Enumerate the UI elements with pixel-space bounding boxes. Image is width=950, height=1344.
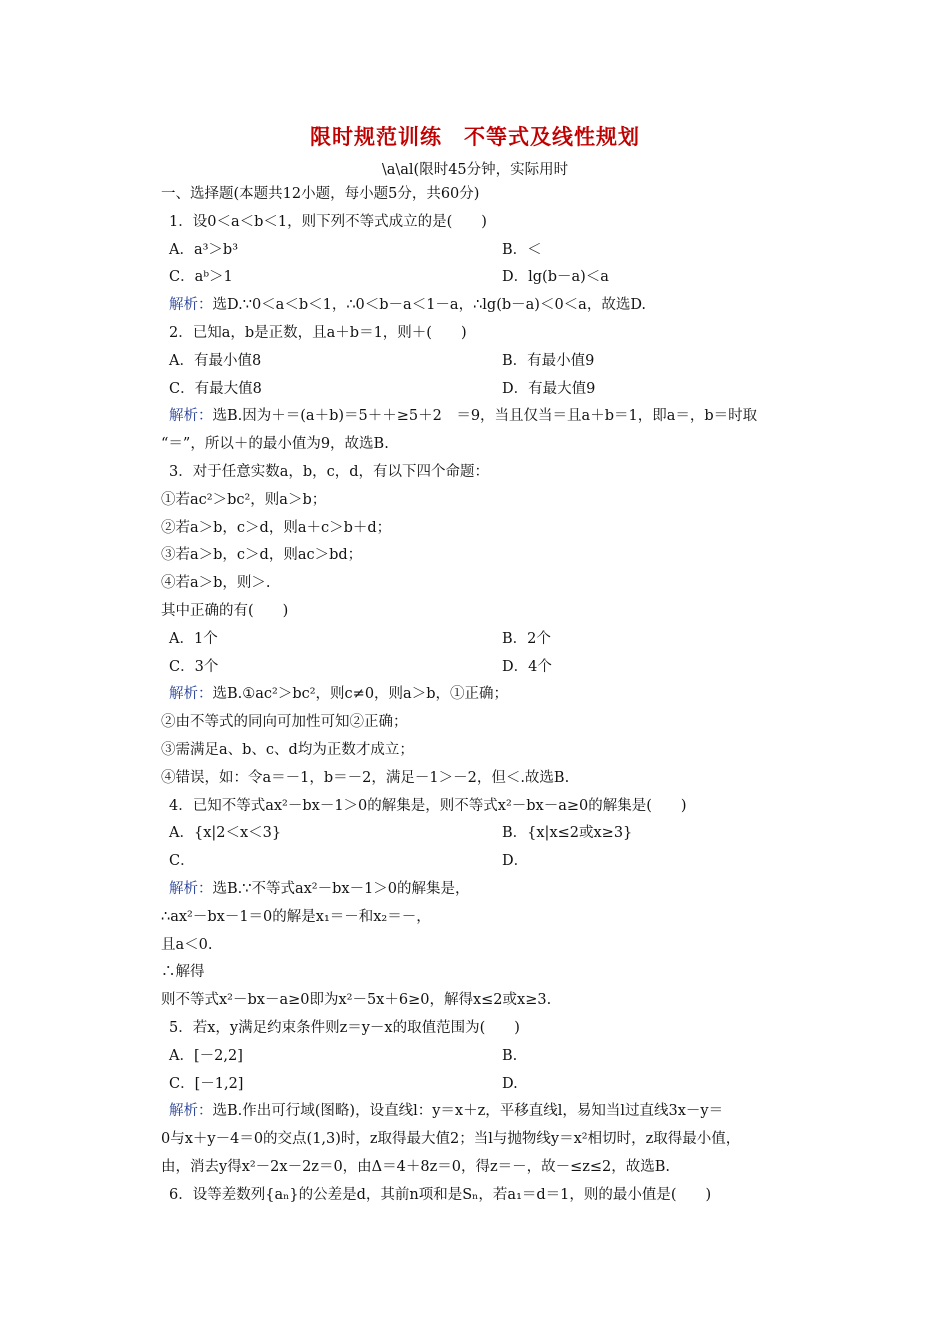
q6-stem: 6．设等差数列{aₙ}的公差是d，其前n项和是Sₙ，若a₁＝d＝1，则的最小值是( ) (169, 1186, 712, 1203)
q2-option-a: A．有最小值8 (169, 352, 262, 369)
q2-option-c: C．有最大值8 (169, 380, 262, 397)
q5-solution-text-3: 由，消去y得x²－2x－2z＝0，由Δ＝4＋8z＝0，得z＝－，故－≤z≤2，故选B. (161, 1158, 671, 1175)
page-title: 限时规范训练 不等式及线性规划 (310, 125, 640, 149)
q3-solution-text-2: ②由不等式的同向可加性可知②正确； (161, 714, 408, 731)
q2-options-cd (161, 376, 841, 404)
q1-stem: 1．设0＜a＜b＜1，则下列不等式成立的是( ) (169, 213, 487, 230)
q2-solution-text-1: 选B.因为＋＝(a＋b)＝5＋＋≥5＋2 ＝9，当且仅当＝且a＋b＝1，即a＝，b＝时取 (212, 408, 758, 425)
q5-solution (161, 1098, 841, 1126)
page-subtitle: \a\al(限时45分钟，实际用时 (381, 162, 569, 178)
q2-solution-text-2: “＝”，所以＋的最小值为9，故选B. (161, 436, 389, 453)
q1-options-ab (161, 237, 841, 265)
q4-solution-text-5: 则不等式x²－bx－a≥0即为x²－5x＋6≥0，解得x≤2或x≥3. (161, 992, 552, 1009)
q2-option-d: D．有最大值9 (502, 380, 596, 397)
document-body (161, 181, 841, 1209)
q5-option-a: A．[－2,2] (169, 1047, 243, 1064)
q4-option-d: D． (502, 853, 529, 870)
q3-proposition-2: ②若a＞b，c＞d，则a＋c＞b＋d； (161, 519, 392, 536)
q1-option-a: A．a³＞b³ (169, 241, 239, 258)
solution-label: 解析： (169, 297, 213, 314)
q1-solution-text: 选D.∵0＜a＜b＜1，∴0＜b－a＜1－a，∴lg(b－a)＜0＜a，故选D. (212, 297, 647, 314)
solution-label: 解析： (169, 1103, 213, 1120)
q3-options-cd (161, 654, 841, 682)
q5-option-c: C．[－1,2] (169, 1075, 244, 1092)
q5-solution-text-1: 选B.作出可行域(图略)，设直线l：y＝x＋z，平移直线l，易知当l过直线3x－y＝ (212, 1103, 724, 1120)
q1-option-d: D．lg(b－a)＜a (502, 269, 609, 286)
solution-label: 解析： (169, 880, 213, 897)
q3-option-a: A．1个 (169, 630, 218, 647)
q3-option-c: C．3个 (169, 658, 219, 675)
q5-solution-text-2: 0与x＋y－4＝0的交点(1,3)时，z取得最大值2；当l与抛物线y＝x²相切时，z取得最小值， (161, 1131, 741, 1148)
q5-option-d: D. (502, 1075, 518, 1092)
q4-solution-text-3: 且a＜0. (161, 936, 213, 953)
q4-option-c: C． (169, 853, 195, 870)
q3-proposition-1: ①若ac²＞bc²，则a＞b； (161, 491, 327, 508)
q1-option-c: C．aᵇ＞1 (169, 269, 233, 286)
q2-option-b: B．有最小值9 (502, 352, 595, 369)
q4-solution (161, 876, 841, 904)
q1-solution (161, 292, 841, 320)
solution-label: 解析： (169, 408, 213, 425)
q3-solution-text-3: ③需满足a、b、c、d均为正数才成立； (161, 741, 414, 758)
q3-question: 其中正确的有( ) (161, 602, 289, 619)
q3-options-ab (161, 626, 841, 654)
q2-stem: 2．已知a，b是正数，且a＋b＝1，则＋( ) (169, 324, 467, 341)
q4-solution-text-4: ∴解得 (161, 964, 205, 981)
q3-proposition-4: ④若a＞b，则＞. (161, 575, 271, 592)
q3-solution-text-1: 选B.①ac²＞bc²，则c≠0，则a＞b，①正确； (212, 686, 508, 703)
q4-option-b: B．{x|x≤2或x≥3} (502, 825, 633, 842)
q4-solution-text-2: ∴ax²－bx－1＝0的解是x₁＝－和x₂＝－， (161, 908, 431, 925)
q3-proposition-3: ③若a＞b，c＞d，则ac＞bd； (161, 547, 363, 564)
q4-stem: 4．已知不等式ax²－bx－1＞0的解集是，则不等式x²－bx－a≥0的解集是( ) (169, 797, 687, 814)
q5-stem: 5．若x，y满足约束条件则z＝y－x的取值范围为( ) (169, 1019, 520, 1036)
q3-stem: 3．对于任意实数a，b，c，d，有以下四个命题： (169, 463, 490, 480)
solution-label: 解析： (169, 686, 213, 703)
section-heading: 一、选择题(本题共12小题，每小题5分，共60分) (161, 186, 480, 202)
q5-options-ab (161, 1043, 841, 1071)
q5-options-cd (161, 1071, 841, 1099)
q3-solution (161, 681, 841, 709)
q4-solution-text-1: 选B.∵不等式ax²－bx－1＞0的解集是， (212, 880, 470, 897)
q1-option-b: B．＜ (502, 241, 542, 258)
q3-option-b: B．2个 (502, 630, 551, 647)
q1-options-cd (161, 264, 841, 292)
q4-options-cd (161, 848, 841, 876)
q4-option-a: A．{x|2＜x＜3} (169, 825, 282, 842)
q4-options-ab (161, 820, 841, 848)
q2-solution (161, 403, 841, 431)
q3-solution-text-4: ④错误，如：令a＝－1，b＝－2，满足－1＞－2，但＜.故选B. (161, 769, 570, 786)
q5-option-b: B. (502, 1047, 518, 1064)
q2-options-ab (161, 348, 841, 376)
q3-option-d: D．4个 (502, 658, 552, 675)
